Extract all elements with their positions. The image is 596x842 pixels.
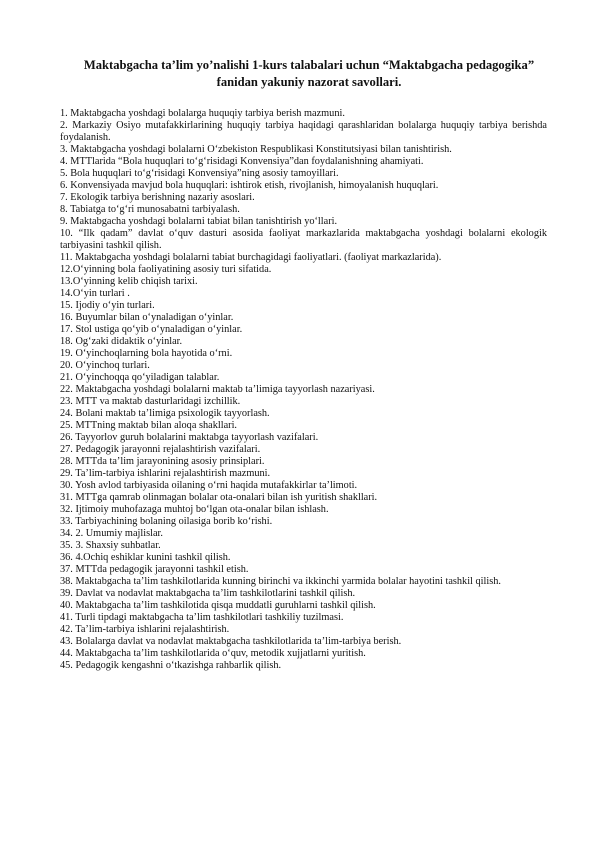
question-item: 21. O‘yinchoqqa qo‘yiladigan talablar. [60,372,220,383]
question-item: 26. Tayyorlov guruh bolalarini maktabga tayyorlash vazifalari. [60,432,319,443]
question-list [60,108,547,672]
question-item: 45. Pedagogik kengashni o‘tkazishga rahbarlik qilish. [60,660,282,671]
question-item: 42. Ta’lim-tarbiya ishlarini rejalashtirish. [60,624,230,635]
question-item: 44. Maktabgacha ta’lim tashkilotlarida o‘quv, metodik xujjatlarni yuritish. [60,648,366,659]
question-item: 30. Yosh avlod tarbiyasida oilaning o‘rni haqida mutafakkirlar ta’limoti. [60,480,358,491]
question-item: 24. Bolani maktab ta’limiga psixologik tayyorlash. [60,408,270,419]
question-item: 29. Ta’lim-tarbiya ishlarini rejalashtirish mazmuni. [60,468,271,479]
question-item: 5. Bola huquqlari to‘g‘risidagi Konvensiya”ning asosiy tamoyillari. [60,168,339,179]
question-item: 41. Turli tipdagi maktabgacha ta’lim tashkilotlari tashkiliy tuzilmasi. [60,612,344,623]
question-item: 16. Buyumlar bilan o‘ynaladigan o‘yinlar. [60,312,234,323]
question-item: 37. MTTda pedagogik jarayonni tashkil etish. [60,564,249,575]
question-item: 10. “Ilk qadam” davlat o‘quv dasturi asosida faoliyat markazlarida maktabgacha yoshdagi bolalarni ekologik tarbiyasini tashkil qilish. [60,228,547,251]
question-item: 2. Markaziy Osiyo mutafakkirlarining huquqiy tarbiya haqidagi qarashlaridan bolalarga huquqiy tarbiya berishda foydalanish. [60,120,547,143]
question-item: 36. 4.Ochiq eshiklar kunini tashkil qilish. [60,552,231,563]
question-item: 20. O‘yinchoq turlari. [60,360,150,371]
question-item: 32. Ijtimoiy muhofazaga muhtoj bo‘lgan ota-onalar bilan ishlash. [60,504,329,515]
question-item: 22. Maktabgacha yoshdagi bolalarni maktab ta’limiga tayyorlash nazariyasi. [60,384,375,395]
question-item: 34. 2. Umumiy majlislar. [60,528,163,539]
question-item: 6. Konvensiyada mavjud bola huquqlari: ishtirok etish, rivojlanish, himoyalanish huquqlari. [60,180,439,191]
question-item: 11. Maktabgacha yoshdagi bolalarni tabiat burchagidagi faoliyatlari. (faoliyat markazlarida). [60,252,442,263]
document-title: Maktabgacha ta’lim yo’nalishi 1-kurs talabalari uchun “Maktabgacha pedagogika” fanidan yakuniy nazorat savollari. [83,58,535,89]
question-item: 9. Maktabgacha yoshdagi bolalarni tabiat bilan tanishtirish yo‘llari. [60,216,338,227]
question-item: 3. Maktabgacha yoshdagi bolalarni O‘zbekiston Respublikasi Konstitutsiyasi bilan tanishtirish. [60,144,452,155]
question-item: 19. O‘yinchoqlarning bola hayotida o‘rni. [60,348,233,359]
question-item: 28. MTTda ta’lim jarayonining asosiy prinsiplari. [60,456,265,467]
question-item: 8. Tabiatga to‘g‘ri munosabatni tarbiyalash. [60,204,240,215]
question-item: 39. Davlat va nodavlat maktabgacha ta’lim tashkilotlarini tashkil qilish. [60,588,356,599]
question-item: 27. Pedagogik jarayonni rejalashtirish vazifalari. [60,444,261,455]
question-item: 33. Tarbiyachining bolaning oilasiga borib ko‘rishi. [60,516,273,527]
question-item: 4. MTTlarida “Bola huquqlari to‘g‘risidagi Konvensiya”dan foydalanishning ahamiyati. [60,156,424,167]
question-item: 38. Maktabgacha ta’lim tashkilotlarida kunning birinchi va ikkinchi yarmida bolalar hayotini tashkil qilish. [60,576,501,587]
question-item: 18. Og‘zaki didaktik o‘yinlar. [60,336,183,347]
question-item: 23. MTT va maktab dasturlaridagi izchillik. [60,396,241,407]
question-item: 13.O‘yinning kelib chiqish tarixi. [60,276,198,287]
question-item: 35. 3. Shaxsiy suhbatlar. [60,540,161,551]
question-item: 43. Bolalarga davlat va nodavlat maktabgacha tashkilotlarida ta’lim-tarbiya berish. [60,636,402,647]
question-item: 25. MTTning maktab bilan aloqa shakllari. [60,420,238,431]
question-item: 12.O‘yinning bola faoliyatining asosiy turi sifatida. [60,264,272,275]
question-item: 15. Ijodiy o‘yin turlari. [60,300,155,311]
question-item: 14.O‘yin turlari . [60,288,130,299]
question-item: 7. Ekologik tarbiya berishning nazariy asoslari. [60,192,255,203]
question-item: 17. Stol ustiga qo‘yib o‘ynaladigan o‘yinlar. [60,324,243,335]
question-item: 1. Maktabgacha yoshdagi bolalarga huquqiy tarbiya berish mazmuni. [60,108,345,119]
question-item: 31. MTTga qamrab olinmagan bolalar ota-onalari bilan ish yuritish shakllari. [60,492,378,503]
question-item: 40. Maktabgacha ta’lim tashkilotida qisqa muddatli guruhlarni tashkil qilish. [60,600,376,611]
